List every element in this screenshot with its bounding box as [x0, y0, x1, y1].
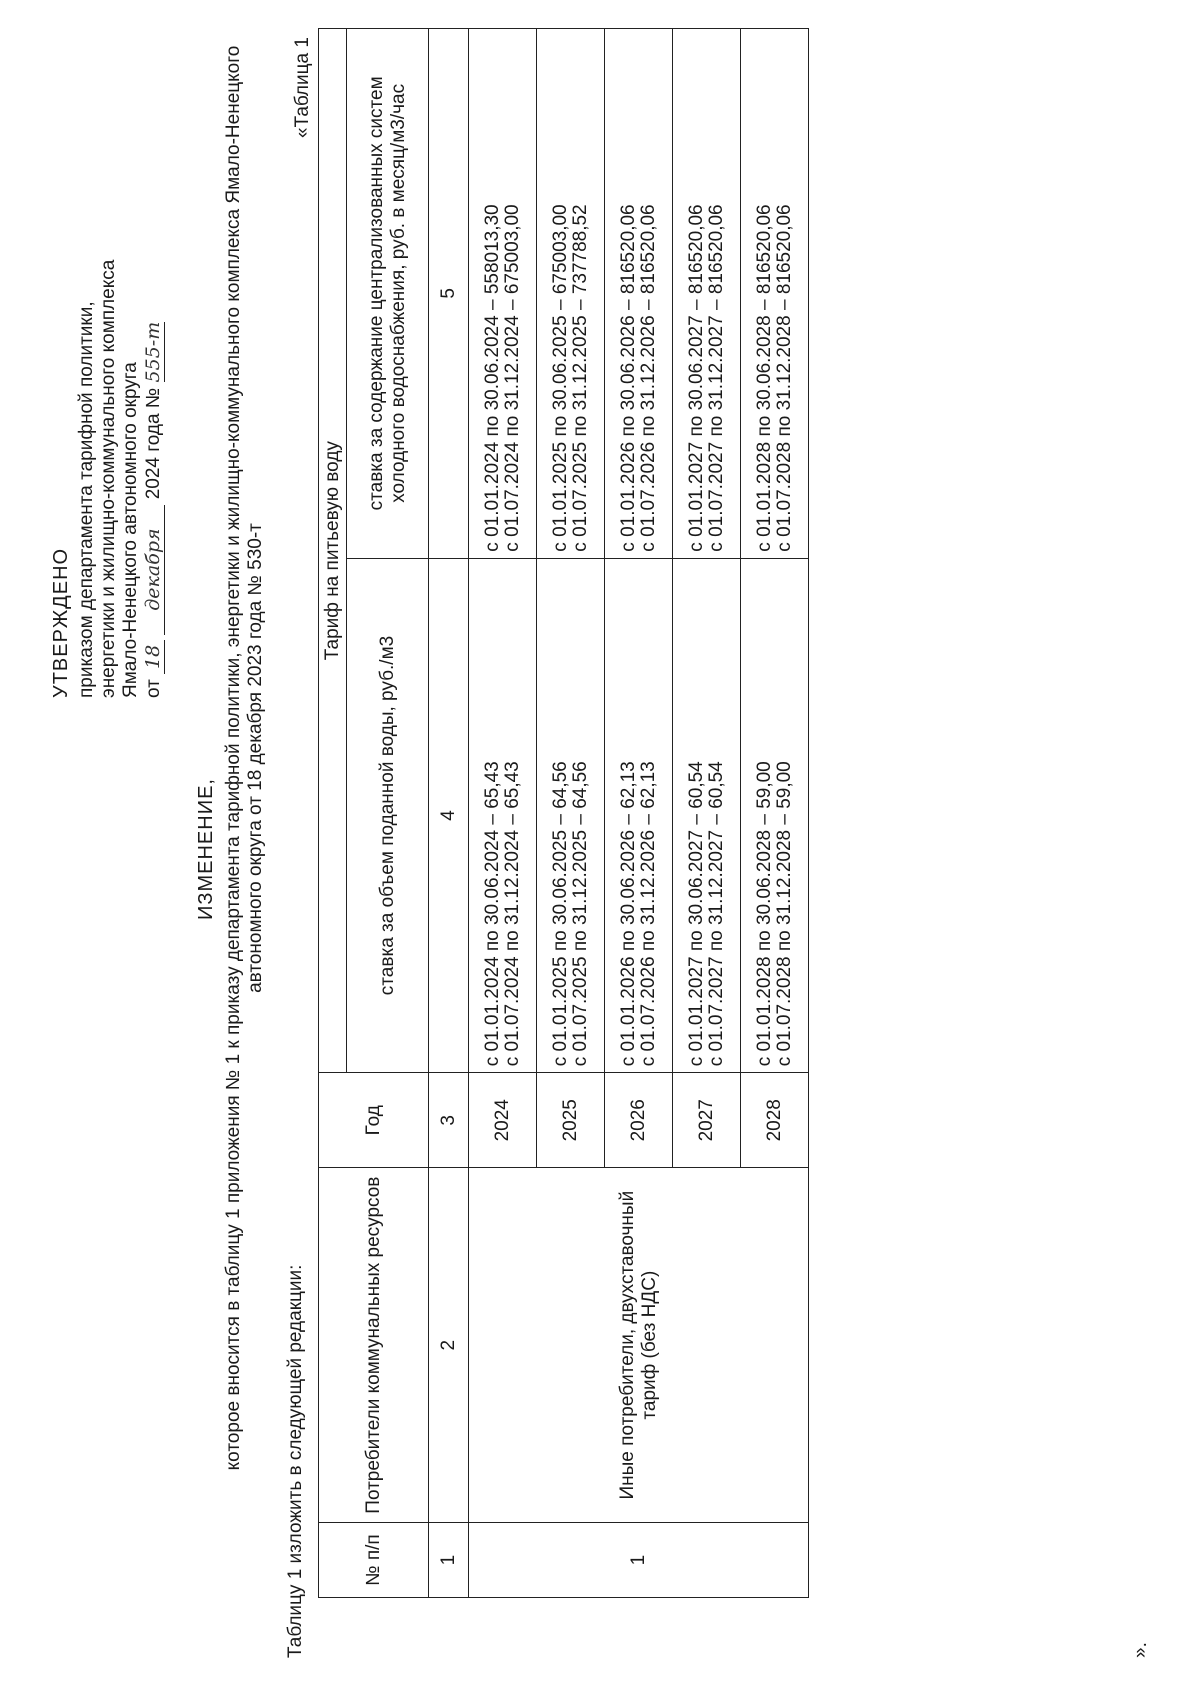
volume-rate-h2: с 01.07.2027 по 31.12.2027 – 60,54 [705, 761, 727, 1067]
header-consumers: Потребители коммунальных ресурсов [319, 1168, 429, 1523]
tariff-table [318, 28, 809, 1598]
volume-rate-cell [673, 558, 741, 1073]
col-number: 3 [429, 1073, 469, 1168]
intro-text: Таблицу 1 изложить в следующей редакции: [285, 1264, 306, 1658]
maintenance-rate-cell [741, 29, 809, 559]
maintenance-rate-cell [537, 29, 605, 559]
year-cell: 2024 [469, 1073, 537, 1168]
year-cell: 2027 [673, 1073, 741, 1168]
maintenance-rate-h1: с 01.01.2028 по 30.06.2028 – 816520,06 [753, 204, 775, 552]
maintenance-rate-h2: с 01.07.2027 по 31.12.2027 – 816520,06 [705, 204, 727, 552]
volume-rate-h2: с 01.07.2025 по 31.12.2025 – 64,56 [569, 761, 591, 1067]
date-month: декабря [142, 505, 165, 635]
year-cell: 2025 [537, 1073, 605, 1168]
maintenance-rate-cell [605, 29, 673, 559]
document-title: ИЗМЕНЕНИЕ, [195, 778, 217, 920]
maintenance-rate-h1: с 01.01.2027 по 30.06.2027 – 816520,06 [685, 204, 707, 552]
volume-rate-cell [537, 558, 605, 1073]
closing-quote: ». [1130, 1642, 1151, 1658]
maintenance-rate-h2: с 01.07.2025 по 31.12.2025 – 737788,52 [569, 204, 591, 552]
date-prefix: от [143, 679, 164, 698]
maintenance-rate-h2: с 01.07.2024 по 31.12.2024 – 675003,00 [501, 204, 523, 552]
order-number: 555-т [142, 321, 164, 383]
date-day: 18 [142, 640, 165, 674]
date-year: 2024 года № [143, 387, 164, 500]
maintenance-rate-h1: с 01.01.2024 по 30.06.2024 – 558013,30 [481, 204, 503, 552]
volume-rate-h2: с 01.07.2024 по 31.12.2024 – 65,43 [501, 761, 523, 1067]
maintenance-rate-h2: с 01.07.2028 по 31.12.2028 – 816520,06 [773, 204, 795, 552]
table-caption: «Таблица 1 [292, 37, 313, 138]
col-number: 2 [429, 1168, 469, 1523]
col-number: 4 [429, 558, 469, 1073]
header-rate-maintenance: ставка за содержание централизованных систем холодного водоснабжения, руб. в месяц/м3/час [347, 29, 429, 559]
volume-rate-cell [741, 558, 809, 1073]
maintenance-rate-cell [673, 29, 741, 559]
header-tariff-group: Тариф на питьевую воду [319, 29, 347, 1073]
col-number: 1 [429, 1523, 469, 1598]
maintenance-rate-h2: с 01.07.2026 по 31.12.2026 – 816520,06 [637, 204, 659, 552]
approval-line: энергетики и жилищно-коммунального комплекса [98, 259, 119, 698]
approval-heading: УТВЕРЖДЕНО [50, 547, 72, 698]
document-subtitle: которое вносится в таблицу 1 приложения № 1 к приказу департамента тарифной политики, энергетики и жилищно-коммунального комплекса Ямало-Ненецкого автономного округа от 18 декабря 2023 года № 530-т [223, 45, 266, 1471]
volume-rate-h1: с 01.01.2027 по 30.06.2027 – 60,54 [685, 761, 707, 1067]
volume-rate-h1: с 01.01.2025 по 30.06.2025 – 64,56 [549, 761, 571, 1067]
header-num: № п/п [319, 1523, 429, 1598]
approval-block [50, 178, 165, 698]
header-year: Год [319, 1073, 429, 1168]
volume-rate-h1: с 01.01.2024 по 30.06.2024 – 65,43 [481, 761, 503, 1067]
volume-rate-h1: с 01.01.2028 по 30.06.2028 – 59,00 [753, 761, 775, 1067]
maintenance-rate-h1: с 01.01.2026 по 30.06.2026 – 816520,06 [617, 204, 639, 552]
row-number: 1 [469, 1523, 809, 1598]
header-rate-volume: ставка за объем поданной воды, руб./м3 [347, 558, 429, 1073]
volume-rate-h2: с 01.07.2026 по 31.12.2026 – 62,13 [637, 761, 659, 1067]
consumer-cell: Иные потребители, двухставочный тариф (без НДС) [469, 1168, 809, 1523]
col-number: 5 [429, 29, 469, 559]
year-cell: 2028 [741, 1073, 809, 1168]
volume-rate-cell [605, 558, 673, 1073]
approval-line: Ямало-Ненецкого автономного округа [120, 362, 141, 698]
year-cell: 2026 [605, 1073, 673, 1168]
volume-rate-cell [469, 558, 537, 1073]
maintenance-rate-h1: с 01.01.2025 по 30.06.2025 – 675003,00 [549, 204, 571, 552]
approval-date-line [142, 178, 165, 698]
volume-rate-h2: с 01.07.2028 по 31.12.2028 – 59,00 [773, 761, 795, 1067]
approval-line: приказом департамента тарифной политики, [76, 301, 97, 698]
maintenance-rate-cell [469, 29, 537, 559]
table-row [469, 29, 537, 1598]
volume-rate-h1: с 01.01.2026 по 30.06.2026 – 62,13 [617, 761, 639, 1067]
